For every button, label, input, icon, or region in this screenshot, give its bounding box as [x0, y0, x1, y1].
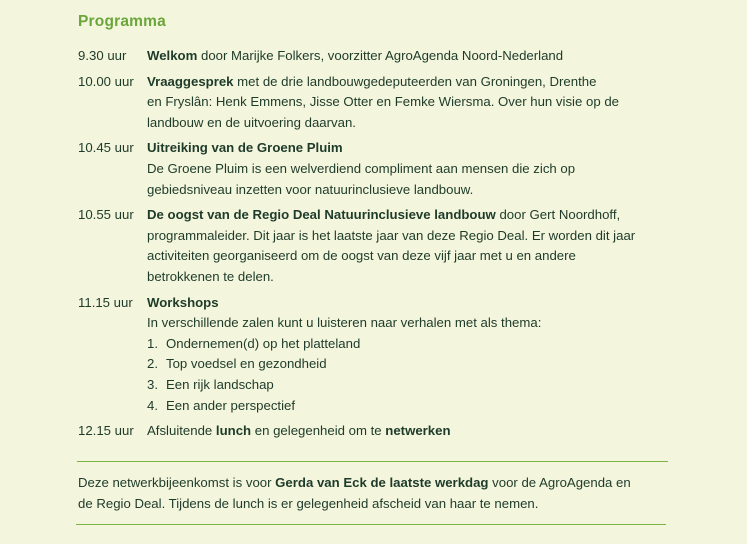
program-item — [78, 138, 678, 200]
program-time: 9.30 uur — [78, 48, 127, 63]
program-description — [147, 205, 678, 287]
farewell-note — [78, 472, 631, 514]
divider-top — [77, 461, 668, 462]
program-description — [147, 46, 678, 67]
text-line — [147, 421, 678, 442]
workshop-label: Een rijk landschap — [166, 376, 274, 392]
workshop-label: Een ander perspectief — [166, 397, 296, 413]
text-line — [147, 46, 678, 67]
text-line — [147, 246, 678, 267]
workshop-list-item — [147, 375, 678, 396]
section-heading: Programma — [78, 13, 166, 30]
workshop-list-item — [147, 396, 678, 417]
text: landbouw en de uitvoering daarvan. — [147, 114, 356, 130]
program-schedule — [78, 46, 678, 447]
text-line — [147, 205, 678, 226]
program-time: 11.15 uur — [78, 294, 133, 310]
bold-text: Workshops — [147, 294, 219, 310]
text: en gelegenheid om te — [251, 423, 386, 439]
workshop-label: Top voedsel en gezondheid — [166, 356, 327, 372]
program-description — [147, 293, 678, 417]
text: Afsluitende — [147, 423, 216, 439]
bold-text: lunch — [215, 423, 252, 439]
text: gebiedsniveau inzetten voor natuurinclusieve landbouw. — [147, 181, 474, 197]
text-line — [147, 226, 678, 247]
text: en Fryslân: Henk Emmens, Jisse Otter en Femke Wiersma. Over hun visie op de — [147, 94, 619, 110]
list-number: 1. — [147, 335, 158, 351]
text: Deze netwerkbijeenkomst is voor — [78, 475, 276, 490]
bold-text: Gerda van Eck de laatste werkdag — [275, 475, 489, 490]
list-number: 4. — [147, 397, 158, 413]
text-line — [147, 92, 678, 113]
program-item — [78, 293, 678, 417]
list-number: 3. — [147, 376, 158, 392]
text-line — [147, 113, 678, 134]
text-line — [147, 72, 678, 93]
workshop-list-item — [147, 334, 678, 355]
text: activiteiten georganiseerd om de oogst van deze vijf jaar met u en andere — [147, 248, 576, 264]
text: voor de AgroAgenda en — [488, 475, 631, 490]
program-item — [78, 421, 678, 442]
text-line — [147, 138, 678, 159]
text: de Regio Deal. Tijdens de lunch is er gelegenheid afscheid van haar te nemen. — [78, 496, 539, 511]
program-item — [78, 46, 678, 67]
program-description — [147, 421, 678, 442]
text-line — [147, 267, 678, 288]
text-line — [147, 293, 678, 314]
text-line — [147, 159, 678, 180]
program-item — [78, 72, 678, 134]
text: In verschillende zalen kunt u luisteren naar verhalen met als thema: — [147, 315, 542, 331]
divider-bottom — [76, 524, 666, 525]
program-time: 10.55 uur — [78, 207, 134, 223]
bold-text: netwerken — [385, 423, 451, 439]
workshop-list-item — [147, 354, 678, 375]
text: programmaleider. Dit jaar is het laatste jaar van deze Regio Deal. Er worden dit jaar — [147, 227, 636, 243]
text: door Gert Noordhoff, — [495, 207, 621, 223]
text-line — [78, 472, 631, 493]
bold-text: De oogst van de Regio Deal Natuurinclusieve landbouw — [147, 207, 496, 223]
text: De Groene Pluim is een welverdiend compliment aan mensen die zich op — [147, 160, 576, 176]
bold-text: Welkom — [147, 48, 198, 63]
program-time: 10.00 uur — [78, 73, 134, 89]
list-number: 2. — [147, 356, 158, 372]
program-time: 12.15 uur — [78, 423, 134, 439]
program-description — [147, 72, 678, 134]
text-line — [78, 493, 631, 514]
bold-text: Uitreiking van de Groene Pluim — [147, 140, 343, 156]
bold-text: Vraaggesprek — [147, 73, 234, 89]
program-item — [78, 205, 678, 287]
text-line — [147, 180, 678, 201]
workshop-label: Ondernemen(d) op het platteland — [166, 335, 361, 351]
text: door Marijke Folkers, voorzitter AgroAgenda Noord-Nederland — [197, 48, 564, 63]
program-description — [147, 138, 678, 200]
text: betrokkenen te delen. — [147, 268, 274, 284]
text-line — [147, 313, 678, 334]
text: met de drie landbouwgedeputeerden van Groningen, Drenthe — [233, 73, 597, 89]
program-time: 10.45 uur — [78, 140, 134, 156]
